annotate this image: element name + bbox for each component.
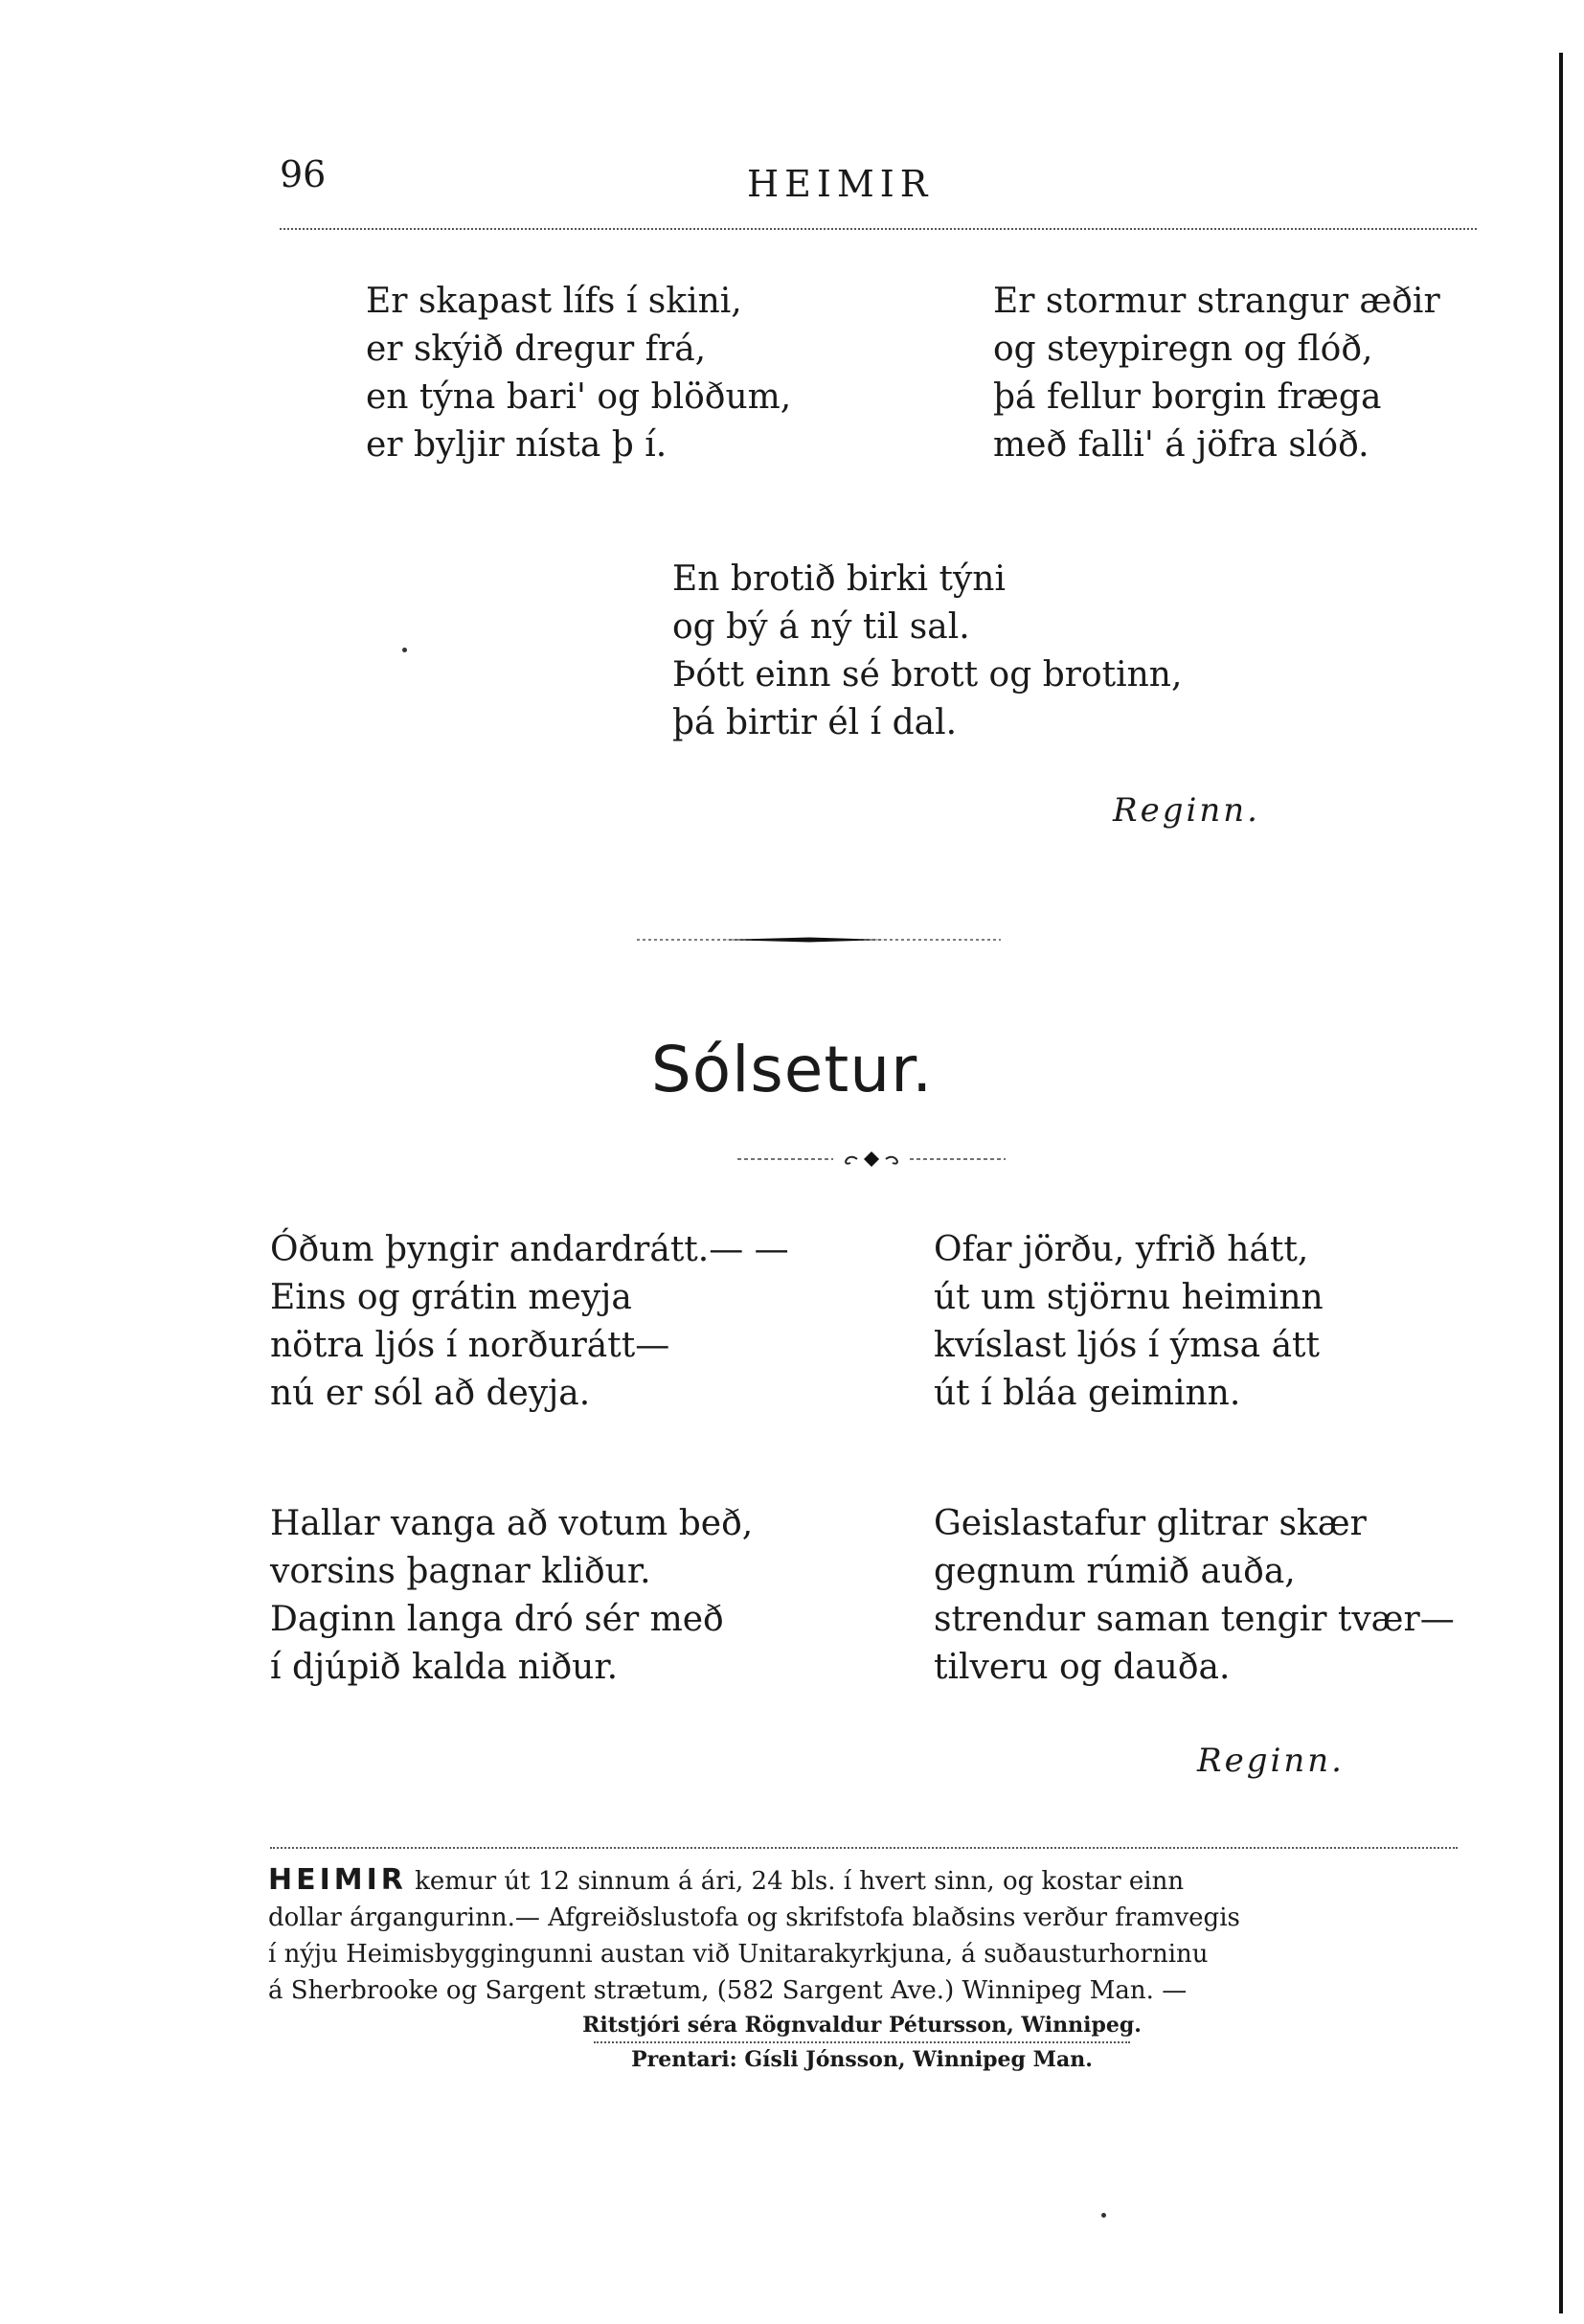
verse-line: Er stormur strangur æðir <box>993 282 1440 321</box>
verse-line: Daginn langa dró sér með <box>270 1600 724 1639</box>
poem2-signature: Reginn. <box>1197 1742 1345 1780</box>
fleuron-ornament <box>737 1148 1006 1171</box>
poem1-stanza-right <box>993 278 1440 469</box>
imprint-brand: HEIMIR <box>268 1863 407 1897</box>
imprint-notice <box>268 1862 1456 2076</box>
poem2-stanza1-left <box>270 1226 789 1418</box>
verse-line: og steypiregn og flóð, <box>993 330 1373 369</box>
verse-line: Hallar vanga að votum beð, <box>270 1504 754 1543</box>
footer-rule <box>270 1847 1458 1849</box>
verse-line: og bý á ný til sal. <box>672 607 970 647</box>
verse-line: nú er sól að deyja. <box>270 1374 591 1413</box>
running-head: HEIMIR <box>747 163 934 205</box>
editor-credit: Ritstjóri séra Rögnvaldur Pétursson, Winnipeg. <box>582 2013 1142 2038</box>
poem2-stanza2-left <box>270 1500 753 1692</box>
section-divider-rule <box>637 934 1001 946</box>
verse-line: út um stjörnu heiminn <box>934 1278 1324 1317</box>
verse-line: Geislastafur glitrar skær <box>934 1504 1367 1543</box>
verse-line: út í bláa geiminn. <box>934 1374 1241 1413</box>
poem2-stanza1-right <box>934 1226 1324 1418</box>
imprint-line: dollar árgangurinn.— Afgreiðslustofa og skrifstofa blaðsins verður framvegis <box>268 1903 1240 1932</box>
imprint-text: kemur út 12 sinnum á ári, 24 bls. í hvert sinn, og kostar einn <box>406 1867 1185 1896</box>
verse-line: nötra ljós í norðurátt— <box>270 1326 670 1365</box>
stray-dot <box>402 648 407 652</box>
imprint-line: á Sherbrooke og Sargent strætum, (582 Sargent Ave.) Winnipeg Man. — <box>268 1976 1188 2005</box>
poem2-stanza2-right <box>934 1500 1455 1692</box>
poem1-stanza-left <box>366 278 791 469</box>
poem1-stanza-center <box>672 556 1182 747</box>
verse-line: gegnum rúmið auða, <box>934 1552 1296 1591</box>
verse-line: vorsins þagnar kliður. <box>270 1552 651 1591</box>
verse-line: tilveru og dauða. <box>934 1648 1231 1687</box>
verse-line: er skýið dregur frá, <box>366 330 707 369</box>
stray-dot <box>1101 2213 1106 2218</box>
verse-line: strendur saman tengir tvær— <box>934 1600 1455 1639</box>
verse-line: Óðum þyngir andardrátt.— — <box>270 1230 789 1269</box>
verse-line: með falli' á jöfra slóð. <box>993 425 1369 465</box>
verse-line: Er skapast lífs í skini, <box>366 282 742 321</box>
verse-line: í djúpið kalda niður. <box>270 1648 619 1687</box>
verse-line: en týna bari' og blöðum, <box>366 377 792 417</box>
verse-line: Þótt einn sé brott og brotinn, <box>672 655 1183 695</box>
page-edge-rule <box>1559 53 1563 2313</box>
verse-line: Ofar jörðu, yfrið hátt, <box>934 1230 1309 1269</box>
verse-line: kvíslast ljós í ýmsa átt <box>934 1326 1320 1365</box>
verse-line: En brotið birki týni <box>672 559 1006 599</box>
verse-line: þá birtir él í dal. <box>672 703 958 742</box>
verse-line: er byljir nísta þ í. <box>366 425 668 465</box>
page-number: 96 <box>280 153 327 195</box>
header-rule <box>280 228 1477 230</box>
printer-credit: Prentari: Gísli Jónsson, Winnipeg Man. <box>594 2041 1130 2076</box>
poem-title: Sólsetur. <box>650 1033 934 1106</box>
verse-line: þá fellur borgin fræga <box>993 377 1382 417</box>
poem1-signature: Reginn. <box>1113 791 1260 830</box>
imprint-line: í nýju Heimisbyggingunni austan við Unitarakyrkjuna, á suðausturhorninu <box>268 1940 1209 1969</box>
verse-line: Eins og grátin meyja <box>270 1278 632 1317</box>
imprint-line <box>268 1862 1456 1900</box>
